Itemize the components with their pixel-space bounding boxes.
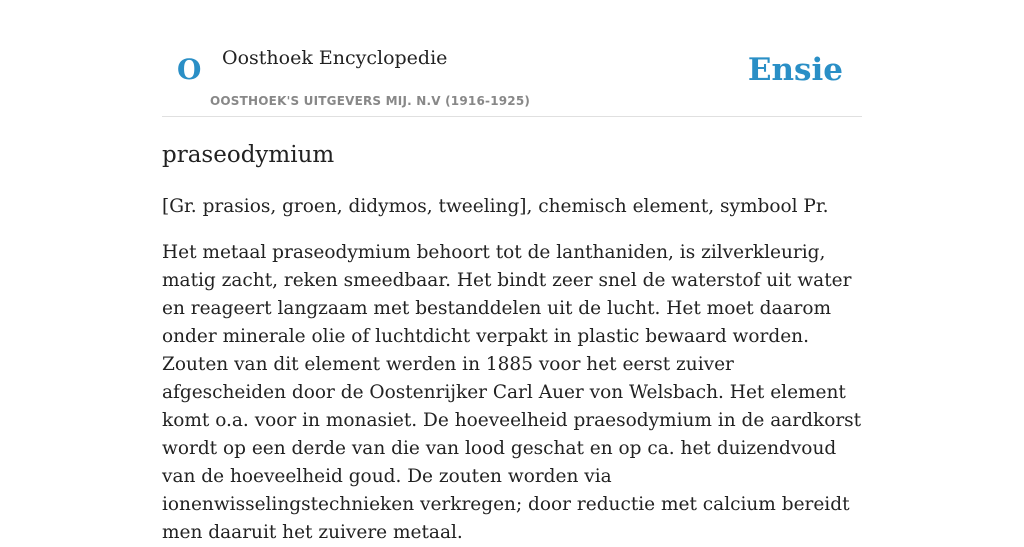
entry-etymology: [Gr. prasios, groen, didymos, tweeling], chemisch element, symbool Pr.: [162, 196, 829, 217]
publisher-label: OOSTHOEK'S UITGEVERS MIJ. N.V (1916-1925): [210, 94, 531, 108]
entry-body: Het metaal praseodymium behoort tot de lanthaniden, is zilverkleurig, matig zacht, reken smeedbaar. Het bindt zeer snel de waterstof uit water en reageert langzaam met bestanddelen uit de lucht. Het moet daarom onder minerale olie of luchtdicht verpakt in plastic bewaard worden. Zouten van dit element werden in 1885 voor het eerst zuiver afgescheiden door de Oostenrijker Carl Auer von Welsbach. Het element komt o.a. voor in monasiet. De hoeveelheid praesodymium in de aardkorst wordt op een derde van die van lood geschat en op ca. het duizendvoud van de hoeveelheid goud. De zouten worden via ionenwisselingstechnieken verkregen; door reductie met calcium bereidt men daaruit het zuivere metaal.: [162, 242, 862, 543]
source-title[interactable]: Oosthoek Encyclopedie: [222, 47, 448, 69]
page: [162, 0, 862, 543]
brand-logo[interactable]: Ensie: [747, 52, 843, 88]
entry-title: praseodymium: [162, 142, 335, 168]
source-logo[interactable]: O: [177, 53, 202, 86]
header: [162, 0, 862, 117]
